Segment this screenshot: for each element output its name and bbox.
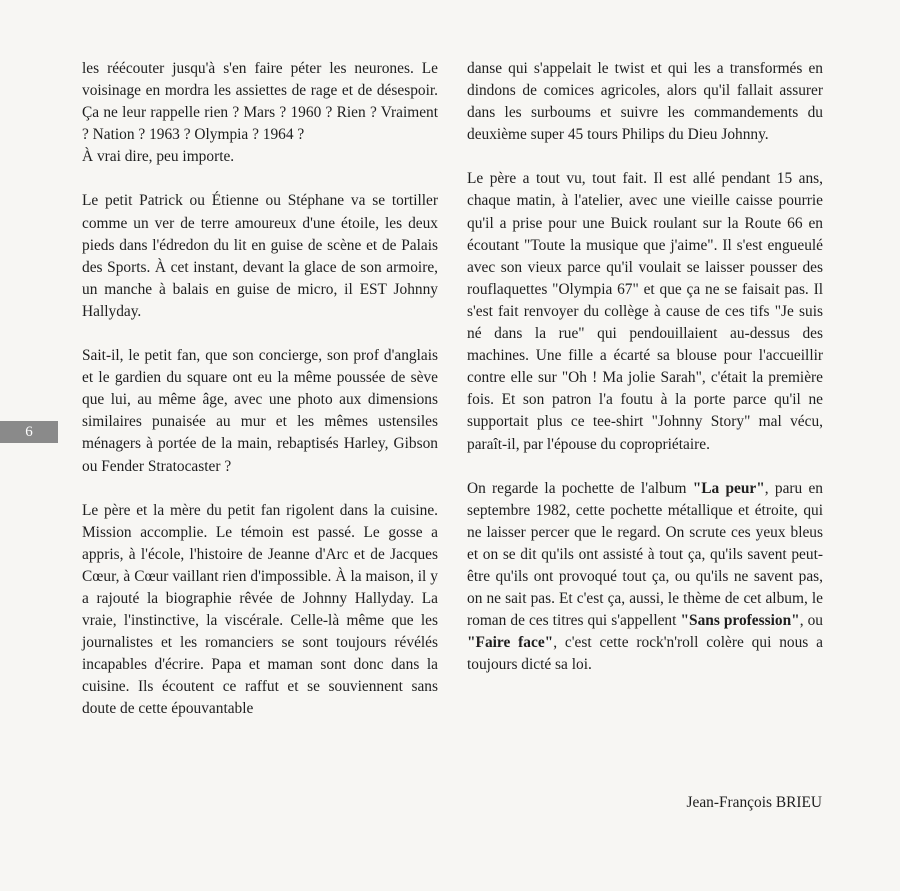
text-segment: , ou xyxy=(799,612,823,630)
song-title-sans-profession: "Sans profession" xyxy=(680,612,800,630)
paragraph: danse qui s'appelait le twist et qui les a transformés en dindons de comices agricoles, alors qu'il fallait assurer dans les surboums et suivre les commandements du deuxième super 45 tours Philips du Dieu Johnny. xyxy=(467,60,823,144)
final-paragraph xyxy=(467,478,823,677)
paragraph: À vrai dire, peu importe. xyxy=(82,148,235,166)
text-segment: , c'est cette rock'n'roll colère qui nous a toujours dicté sa loi. xyxy=(467,634,823,674)
text-segment: , paru en septembre 1982, cette pochette métallique et étroite, qui ne laisser percer que le regard. On scrute ces yeux bleus et on se dit qu'ils ont assisté à tout ça, qu'ils savent peut-être qu'ils ont provoqué tout ça, ou qu'ils ne savent pas, on ne sait pas. Et c'est ça, aussi, le thème de cet album, le roman de ces titres qui s'appellent xyxy=(467,479,823,630)
page-number-tab: 6 xyxy=(0,421,58,443)
song-title-faire-face: "Faire face" xyxy=(467,634,554,652)
paragraph: les réécouter jusqu'à s'en faire péter les neurones. Le voisinage en mordra les assiettes de rage et de désespoir. Ça ne leur rappelle rien ? Mars ? 1960 ? Rien ? Vraiment ? Nation ? 1963 ? Olympia ? 1964 ? xyxy=(82,60,438,144)
paragraph: Le père et la mère du petit fan rigolent dans la cuisine. Mission accomplie. Le témoin est passé. Le gosse a appris, à l'école, l'histoire de Jeanne d'Arc et de Jacques Cœur, à Cœur vaillant rien d'impossible. À la maison, il y a rajouté la biographie rêvée de Johnny Hallyday. La vraie, l'instinctive, la viscérale. Celle-là même que les journalistes et les romanciers se sont toujours révélés incapables d'écrire. Papa et maman sont donc dans la cuisine. Ils écoutent ce raffut et se souviennent sans doute de cette épouvantable xyxy=(82,501,438,718)
author-signature: Jean-François BRIEU xyxy=(686,794,822,811)
left-column xyxy=(82,58,438,743)
album-title-la-peur: "La peur" xyxy=(692,479,765,497)
paragraph: Le petit Patrick ou Étienne ou Stéphane va se tortiller comme un ver de terre amoureux d'une étoile, les deux pieds dans l'édredon du lit en guise de scène et de Palais des Sports. À cet instant, devant la glace de son armoire, un manche à balais en guise de micro, il EST Johnny Hallyday. xyxy=(82,192,438,320)
paragraph: Sait-il, le petit fan, que son concierge, son prof d'anglais et le gardien du square ont eu la même poussée de sève que lui, au même âge, avec une photo aux dimensions similaires punaisée au mur et les mêmes ustensiles ménagers à portée de la main, rebaptisés Harley, Gibson ou Fender Stratocaster ? xyxy=(82,347,438,475)
paragraph: Le père a tout vu, tout fait. Il est allé pendant 15 ans, chaque matin, à l'atelier, avec une vieille caisse pourrie qu'il a prise pour une Buick roulant sur la Route 66 en écoutant "Toute la musique que j'aime". Il s'est engueulé avec son vieux parce qu'il voulait se laisser pousser des rouflaquettes "Olympia 67" et que ça ne se faisait pas. Il s'est fait renvoyer du collège à cause de ces tifs "Je suis né dans la rue" qui pendouillaient au-dessus des machines. Une fille a écarté sa blouse pour l'accueillir contre elle sur "Oh ! Ma jolie Sarah", c'était la première fois. Et son patron l'a foutu à la porte parce qu'il ne supportait plus ce tee-shirt "Johnny Story" mal vécu, paraît-il, par l'épouse du copropriétaire. xyxy=(467,170,823,453)
right-column xyxy=(467,58,823,698)
text-segment: On regarde la pochette de l'album xyxy=(467,479,693,497)
